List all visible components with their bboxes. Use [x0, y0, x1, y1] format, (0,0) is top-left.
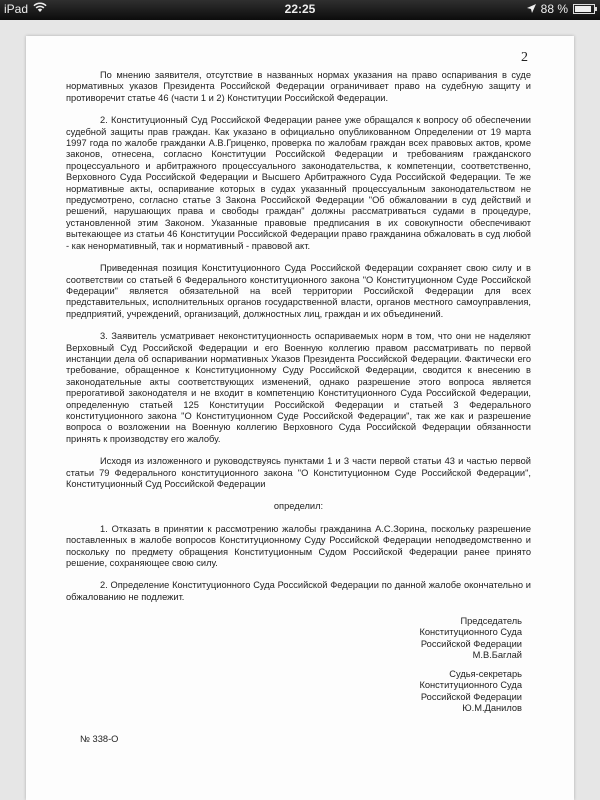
paragraph: 2. Конституционный Суд Российской Федерации ранее уже обращался к вопросу об обеспечении судебной защиты прав граждан. Как указано в официально опубликованном Определении от 19 марта 1997 года по жалобе гражданки А.В.Гриценко, проверка по жалобам граждан всех правовых актов, кроме законов, отнесена, согласно Конституции Российской Федерации и требованиям гражданского процессуального и арбитражного процессуального законодательства, к компетенции, соответственно, Верховного Суда Российской Федерации и Высшего Арбитражного Суда Российской Федерации. Те же нормативные акты, оспаривание которых в судах указанный процессуальным законодательством не предусмотрено, согласно статье 3 Закона Российской Федерации "Об обжаловании в суд действий и решений, нарушающих права и свободы граждан" должны рассматриваться судами в процедуре, установленной этим Законом. Указанные правовые предписания в их совокупности обеспечивают вытекающее из статьи 46 Конституции Российской Федерации право гражданина обжаловать в суд любой - как ненормативный, так и нормативный - правовой акт.: [66, 115, 531, 251]
decision-heading: определил:: [273, 501, 324, 512]
device-label: iPad: [4, 2, 29, 16]
paragraph: 3. Заявитель усматривает неконституционность оспариваемых норм в том, что они не наделяют Верховный Суд Российской Федерации и его Военную коллегию правом рассматривать по первой инстанции дела об оспаривании нормативных Указов Президента Российской Федерации. Фактически его требование, обращенное к Конституционному Суду Российской Федерации, сводится к внесению в законодательные акты соответствующих изменений, однако разрешение этого вопроса является прерогативой законодателя и не входит в компетенцию Конституционного Суда Российской Федерации, определенную статьей 125 Конституции Российской Федерации и статьей 3 Федерального конституционного закона "О Конституционном Суде Российской Федерации", так же как и разрешение вопроса о возложении на Военную коллегию Верховного Суда Российской Федерации обязанности принять к производству его жалобу.: [66, 331, 531, 444]
paragraph: Исходя из изложенного и руководствуясь пунктами 1 и 3 части первой статьи 43 и частью первой статьи 79 Федерального конституционного закона "О Конституционном Суде Российской Федерации", Конституционный Суд Российской Федерации: [66, 456, 531, 489]
location-arrow-icon: [527, 2, 536, 16]
decision-item: 1. Отказать в принятии к рассмотрению жалобы гражданина А.С.Зорина, поскольку разрешение поставленных в жалобе вопросов Конституционному Суду Российской Федерации неподведомственно и поскольку по предмету обращения Конституционным Судом Российской Федерации ранее принято решение, сохраняющее свою силу.: [66, 523, 531, 569]
battery-percentage: 88 %: [540, 2, 568, 16]
signature-chair: Председатель Конституционного Суда Российской Федерации М.В.Баглай: [419, 616, 522, 661]
page-number: 2: [521, 50, 528, 65]
document-page: [26, 36, 574, 800]
paragraph: По мнению заявителя, отсутствие в названных нормах указания на право оспаривания в суде нормативных указов Президента Российской Федерации ограничивает право на судебную защиту и противоречит статье 46 (части 1 и 2) Конституции Российской Федерации.: [66, 70, 531, 103]
status-bar: [0, 0, 600, 20]
document-number: № 338-О: [80, 734, 119, 744]
signature-secretary: Судья-секретарь Конституционного Суда Российской Федерации Ю.М.Данилов: [419, 669, 522, 714]
paragraph: Приведенная позиция Конституционного Суда Российской Федерации сохраняет свою силу и в соответствии со статьей 6 Федерального конституционного закона "О Конституционном Суде Российской Федерации" является обязательной на всей территории Российской Федерации для всех представительных, исполнительных органов государственной власти, органов местного самоуправления, предприятий, учреждений, организаций, должностных лиц, граждан и их объединений.: [66, 263, 531, 319]
clock: 22:25: [284, 2, 316, 16]
document-body: [66, 36, 531, 603]
battery-icon: [573, 4, 595, 14]
decision-item: 2. Определение Конституционного Суда Российской Федерации по данной жалобе окончательно и обжалованию не подлежит.: [66, 580, 531, 602]
